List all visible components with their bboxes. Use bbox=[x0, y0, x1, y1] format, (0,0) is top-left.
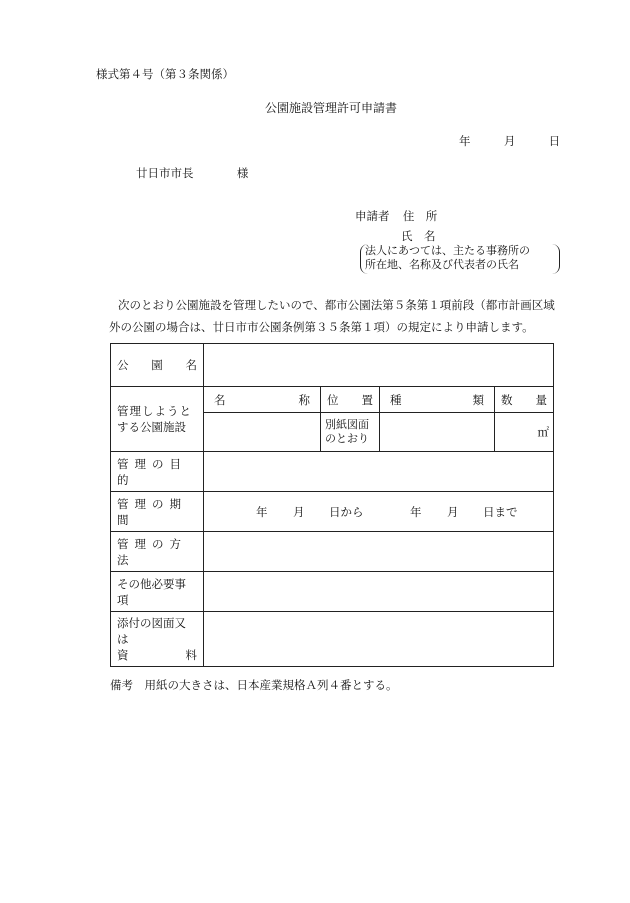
period-text bbox=[204, 504, 553, 520]
other-field[interactable] bbox=[204, 572, 554, 612]
purpose-label-cell bbox=[111, 452, 204, 492]
facility-label-cell bbox=[111, 387, 204, 452]
applicant-note-line2: 所在地、名称及び代表者の氏名 bbox=[365, 258, 519, 271]
col-type-a: 種 bbox=[390, 392, 402, 407]
document-title: 公園施設管理許可申請書 bbox=[265, 101, 398, 115]
location-value-line2: のとおり bbox=[325, 432, 369, 445]
attachment-label-cell bbox=[111, 612, 204, 667]
period-from-month: 月 bbox=[293, 504, 305, 519]
col-name-b: 称 bbox=[298, 392, 310, 407]
applicant-address-label: 住 所 bbox=[402, 209, 438, 223]
park-name-field[interactable] bbox=[204, 344, 554, 387]
date-year: 年 bbox=[459, 134, 471, 148]
attach-label-b: 料 bbox=[185, 648, 197, 662]
facility-location-cell bbox=[321, 413, 380, 452]
row-attachment bbox=[111, 612, 554, 667]
facility-label-line1: 管理しようと bbox=[117, 404, 192, 418]
col-quantity-header bbox=[495, 387, 554, 413]
row-period bbox=[111, 492, 554, 532]
applicant-note-line1: 法人にあつては、主たる事務所の bbox=[365, 244, 530, 257]
purpose-label: 管理の目的 bbox=[117, 456, 187, 487]
row-purpose bbox=[111, 452, 554, 492]
applicant-note bbox=[360, 244, 560, 274]
period-field[interactable] bbox=[204, 492, 554, 532]
col-location-b: 置 bbox=[361, 392, 373, 407]
facility-type-field[interactable] bbox=[380, 413, 495, 452]
intro-line2: 外の公園の場合は、廿日市市公園条例第３５条第１項）の規定により申請します。 bbox=[109, 320, 534, 334]
attachment-field[interactable] bbox=[204, 612, 554, 667]
period-to-month: 月 bbox=[447, 504, 459, 519]
addressee bbox=[136, 165, 248, 181]
park-name-label-cell bbox=[111, 344, 204, 387]
date-month: 月 bbox=[503, 134, 516, 148]
row-method bbox=[111, 532, 554, 572]
period-from-year: 年 bbox=[256, 504, 268, 519]
col-quantity-a: 数 bbox=[501, 392, 513, 407]
addressee-name: 廿日市市長 bbox=[136, 166, 194, 180]
purpose-field[interactable] bbox=[204, 452, 554, 492]
form-number: 様式第４号（第３条関係） bbox=[96, 67, 234, 81]
quantity-unit: ㎡ bbox=[537, 425, 549, 439]
col-type-header bbox=[380, 387, 495, 413]
row-facility-header bbox=[111, 387, 554, 413]
col-name-header bbox=[204, 387, 321, 413]
other-label: その他必要事項 bbox=[117, 576, 186, 607]
facility-label-line2: する公園施設 bbox=[117, 420, 186, 434]
col-type-b: 類 bbox=[472, 392, 484, 407]
park-name-label: 公 園 名 bbox=[117, 358, 197, 372]
attach-label-a: 資 bbox=[117, 648, 129, 662]
method-label-cell bbox=[111, 532, 204, 572]
applicant-label: 申請者 bbox=[355, 209, 390, 223]
other-label-cell bbox=[111, 572, 204, 612]
period-label-cell bbox=[111, 492, 204, 532]
applicant-name-label: 氏 名 bbox=[401, 229, 436, 243]
method-label: 管理の方法 bbox=[117, 536, 187, 567]
row-other bbox=[111, 572, 554, 612]
attach-label-line2 bbox=[117, 647, 197, 663]
period-label: 管理の期間 bbox=[117, 496, 187, 527]
intro-line1: 次のとおり公園施設を管理したいので、都市公園法第５条第１項前段（都市計画区域 bbox=[118, 298, 555, 312]
col-name-a: 名 bbox=[214, 392, 226, 407]
attach-label-line1: 添付の図面又は bbox=[117, 616, 186, 646]
period-to-day: 日まで bbox=[483, 504, 518, 519]
period-from-day: 日から bbox=[329, 504, 364, 519]
col-location-a: 位 bbox=[327, 392, 339, 407]
date-line bbox=[459, 133, 560, 149]
addressee-honorific: 様 bbox=[236, 166, 249, 180]
date-day: 日 bbox=[548, 134, 561, 148]
period-to-year: 年 bbox=[410, 504, 422, 519]
remark: 備考 用紙の大きさは、日本産業規格Ａ列４番とする。 bbox=[110, 678, 398, 692]
applicant-address-row bbox=[355, 208, 437, 224]
facility-quantity-field[interactable] bbox=[495, 413, 554, 452]
col-location-header bbox=[321, 387, 380, 413]
application-table bbox=[110, 343, 554, 667]
facility-name-field[interactable] bbox=[204, 413, 321, 452]
row-park-name bbox=[111, 344, 554, 387]
location-value-line1: 別紙図面 bbox=[325, 418, 369, 431]
method-field[interactable] bbox=[204, 532, 554, 572]
col-quantity-b: 量 bbox=[535, 392, 547, 407]
